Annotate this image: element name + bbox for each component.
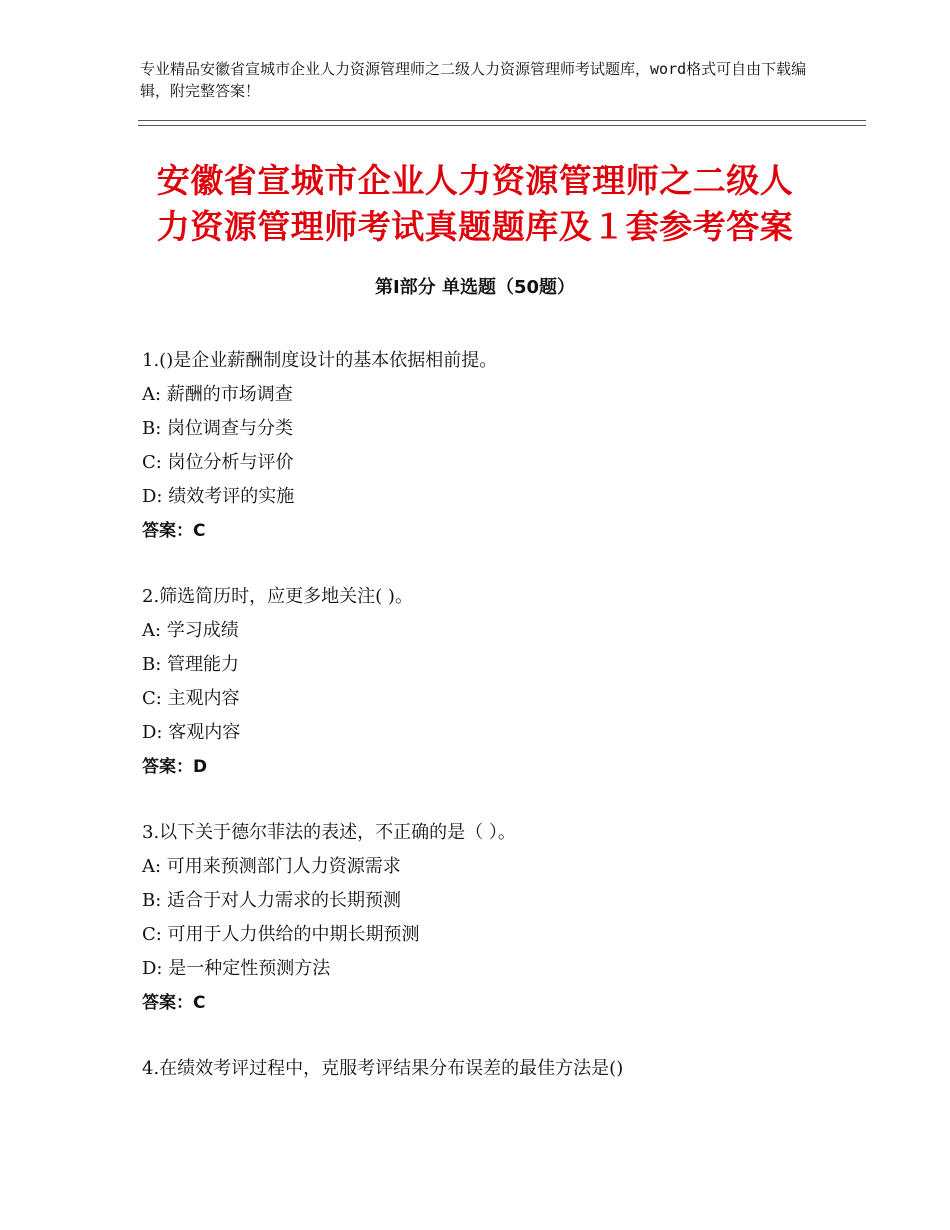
question-stem: 2.筛选简历时，应更多地关注( )。 [142,586,413,607]
question-stem: 4.在绩效考评过程中，克服考评结果分布误差的最佳方法是() [142,1058,624,1079]
answer: 答案：C [142,993,206,1013]
option-c: C: 主观内容 [142,688,240,709]
header-rule-bottom [138,125,866,126]
header-note: 专业精品安徽省宣城市企业人力资源管理师之二级人力资源管理师考试题库，word格式可自由下载编辑，附完整答案！ [140,60,807,100]
question-list [142,344,862,1118]
option-a: A: 学习成绩 [142,620,239,641]
option-d: D: 绩效考评的实施 [142,486,295,507]
option-c: C: 可用于人力供给的中期长期预测 [142,924,420,945]
answer: 答案：D [142,757,208,777]
option-b: B: 管理能力 [142,654,240,675]
option-b: B: 岗位调查与分类 [142,418,294,439]
option-b: B: 适合于对人力需求的长期预测 [142,890,402,911]
header-rule-top [138,120,866,121]
option-a: A: 薪酬的市场调查 [142,384,293,405]
option-d: D: 客观内容 [142,722,241,743]
section-title: 第Ⅰ部分 单选题（50题） [374,277,575,298]
option-c: C: 岗位分析与评价 [142,452,294,473]
question-2 [142,580,862,784]
title-line-1: 安徽省宣城市企业人力资源管理师之二级人 [156,161,794,200]
question-3 [142,816,862,1020]
question-stem: 1.()是企业薪酬制度设计的基本依据相前提。 [142,350,498,371]
question-4 [142,1052,862,1086]
document-title [120,158,830,250]
answer: 答案：C [142,521,206,541]
option-d: D: 是一种定性预测方法 [142,958,331,979]
option-a: A: 可用来预测部门人力资源需求 [142,856,401,877]
question-stem: 3.以下关于德尔菲法的表述，不正确的是（ ）。 [142,822,516,843]
title-line-2: 力资源管理师考试真题题库及１套参考答案 [156,207,794,246]
question-1 [142,344,862,548]
